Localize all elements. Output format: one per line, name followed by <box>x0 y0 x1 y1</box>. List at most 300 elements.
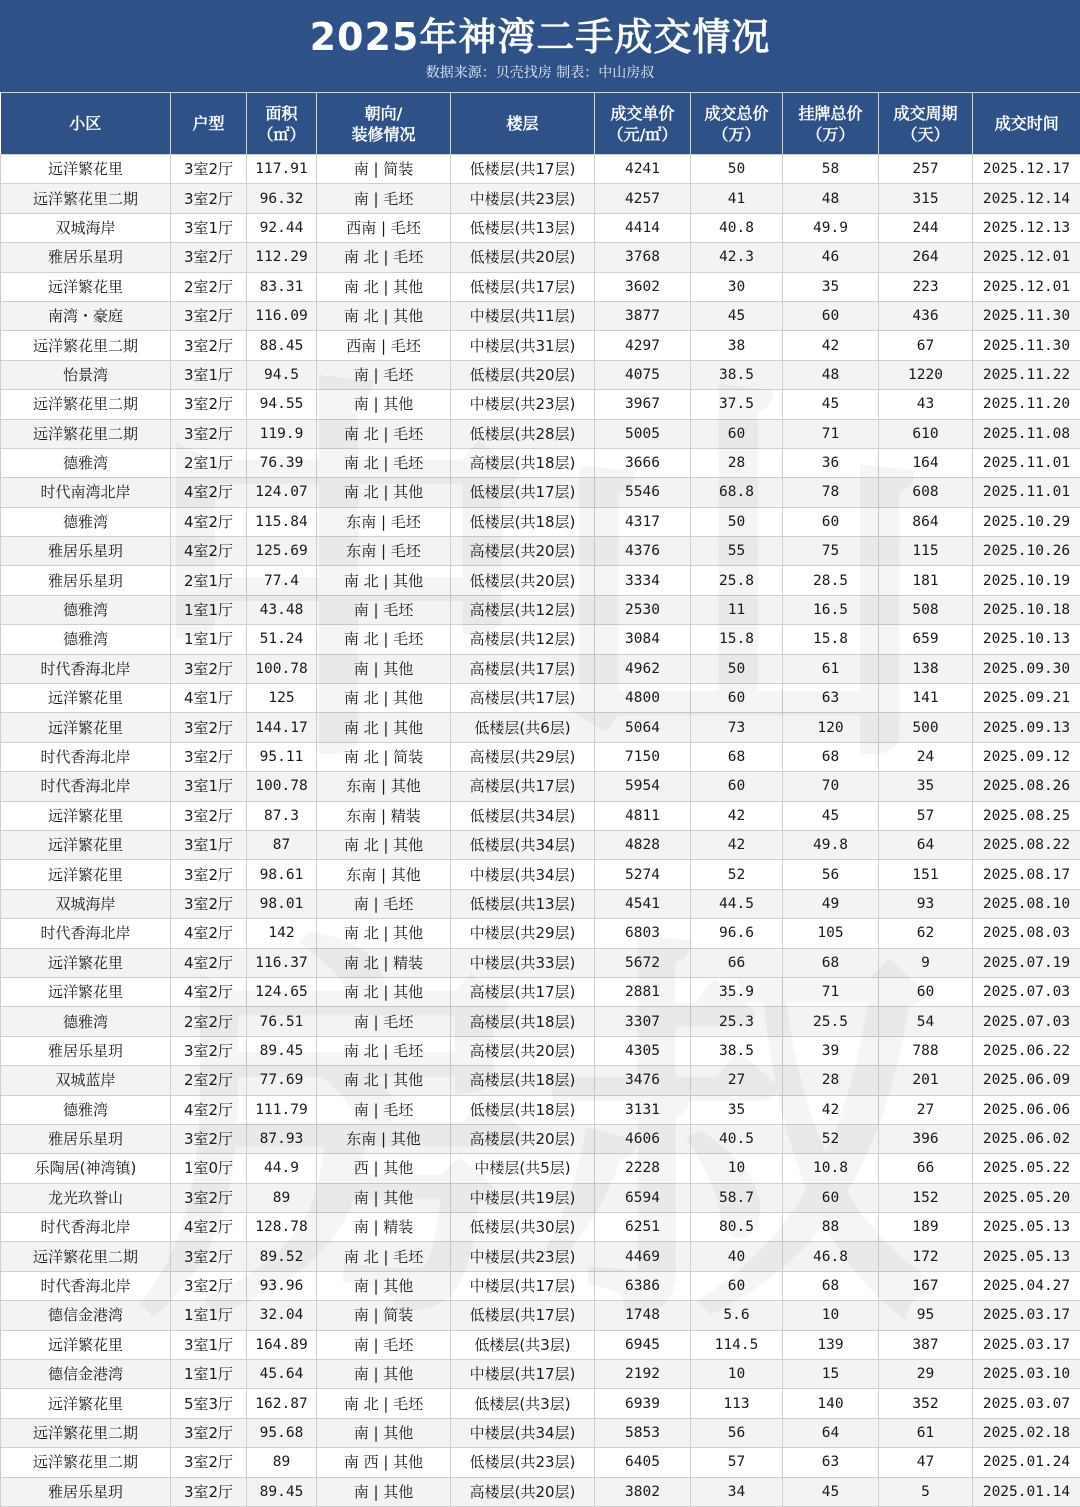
header-banner <box>0 0 1080 92</box>
cell-list-price: 52 <box>783 1124 879 1153</box>
cell-orientation: 西南 | 毛坯 <box>317 213 451 242</box>
cell-floor: 高楼层(共17层) <box>451 772 595 801</box>
table-row <box>1 1301 1080 1330</box>
cell-unit-price: 2192 <box>595 1360 691 1389</box>
cell-community: 怡景湾 <box>1 360 171 389</box>
cell-layout: 3室2厅 <box>171 654 247 683</box>
cell-floor: 高楼层(共20层) <box>451 537 595 566</box>
cell-community: 远洋繁花里二期 <box>1 184 171 213</box>
cell-total-price: 80.5 <box>691 1213 783 1242</box>
cell-list-price: 16.5 <box>783 595 879 624</box>
cell-floor: 高楼层(共18层) <box>451 1007 595 1036</box>
cell-orientation: 南 北 | 其他 <box>317 478 451 507</box>
cell-community: 远洋繁花里 <box>1 830 171 859</box>
cell-area: 98.61 <box>247 860 317 889</box>
cell-floor: 高楼层(共20层) <box>451 1477 595 1506</box>
column-header-unit-price <box>595 93 691 155</box>
cell-list-price: 64 <box>783 1418 879 1447</box>
cell-area: 144.17 <box>247 713 317 742</box>
table-row <box>1 1418 1080 1447</box>
cell-floor: 中楼层(共23层) <box>451 390 595 419</box>
cell-list-price: 46.8 <box>783 1242 879 1271</box>
column-header-label: 成交周期 <box>879 103 972 124</box>
cell-total-price: 73 <box>691 713 783 742</box>
cell-date: 2025.10.13 <box>973 625 1080 654</box>
cell-area: 115.84 <box>247 507 317 536</box>
cell-community: 时代香海北岸 <box>1 742 171 771</box>
cell-list-price: 28 <box>783 1066 879 1095</box>
cell-floor: 低楼层(共18层) <box>451 507 595 536</box>
cell-date: 2025.05.13 <box>973 1213 1080 1242</box>
cell-unit-price: 6803 <box>595 919 691 948</box>
cell-total-price: 40.8 <box>691 213 783 242</box>
cell-orientation: 南 | 毛坯 <box>317 1007 451 1036</box>
cell-orientation: 南 | 其他 <box>317 1271 451 1300</box>
cell-cycle: 152 <box>879 1183 973 1212</box>
table-row <box>1 301 1080 330</box>
cell-orientation: 西 | 其他 <box>317 1154 451 1183</box>
cell-cycle: 115 <box>879 537 973 566</box>
cell-community: 德雅湾 <box>1 448 171 477</box>
cell-layout: 3室2厅 <box>171 184 247 213</box>
cell-orientation: 南 北 | 毛坯 <box>317 1036 451 1065</box>
page-subtitle: 数据来源：贝壳找房 制表：中山房叔 <box>0 64 1080 82</box>
cell-orientation: 南 | 简装 <box>317 1301 451 1330</box>
cell-layout: 2室2厅 <box>171 1007 247 1036</box>
cell-orientation: 南 | 其他 <box>317 654 451 683</box>
table-row <box>1 537 1080 566</box>
cell-floor: 高楼层(共18层) <box>451 448 595 477</box>
cell-area: 93.96 <box>247 1271 317 1300</box>
cell-unit-price: 6405 <box>595 1448 691 1477</box>
cell-floor: 低楼层(共17层) <box>451 155 595 184</box>
cell-floor: 高楼层(共18层) <box>451 1066 595 1095</box>
cell-layout: 4室2厅 <box>171 919 247 948</box>
cell-area: 88.45 <box>247 331 317 360</box>
cell-floor: 低楼层(共17层) <box>451 272 595 301</box>
cell-area: 95.68 <box>247 1418 317 1447</box>
cell-orientation: 南 | 其他 <box>317 1360 451 1389</box>
table-row <box>1 1448 1080 1477</box>
cell-date: 2025.06.02 <box>973 1124 1080 1153</box>
cell-cycle: 141 <box>879 684 973 713</box>
cell-area: 94.55 <box>247 390 317 419</box>
cell-area: 87 <box>247 830 317 859</box>
cell-total-price: 50 <box>691 654 783 683</box>
cell-community: 远洋繁花里 <box>1 272 171 301</box>
cell-total-price: 60 <box>691 419 783 448</box>
cell-list-price: 60 <box>783 507 879 536</box>
cell-cycle: 201 <box>879 1066 973 1095</box>
cell-orientation: 南 北 | 毛坯 <box>317 419 451 448</box>
cell-area: 100.78 <box>247 772 317 801</box>
cell-unit-price: 2228 <box>595 1154 691 1183</box>
cell-unit-price: 2530 <box>595 595 691 624</box>
cell-total-price: 10 <box>691 1154 783 1183</box>
cell-area: 89 <box>247 1448 317 1477</box>
cell-list-price: 49 <box>783 889 879 918</box>
page-title: 2025年神湾二手成交情况 <box>0 14 1080 60</box>
cell-floor: 中楼层(共17层) <box>451 1271 595 1300</box>
cell-layout: 3室1厅 <box>171 830 247 859</box>
table-row <box>1 1477 1080 1506</box>
cell-area: 87.3 <box>247 801 317 830</box>
cell-area: 89.52 <box>247 1242 317 1271</box>
cell-unit-price: 3334 <box>595 566 691 595</box>
cell-cycle: 244 <box>879 213 973 242</box>
cell-cycle: 60 <box>879 977 973 1006</box>
cell-area: 116.37 <box>247 948 317 977</box>
cell-orientation: 南 北 | 毛坯 <box>317 1389 451 1418</box>
cell-total-price: 28 <box>691 448 783 477</box>
table-row <box>1 507 1080 536</box>
column-header-total-price <box>691 93 783 155</box>
cell-unit-price: 4317 <box>595 507 691 536</box>
cell-orientation: 东南 | 精装 <box>317 801 451 830</box>
cell-cycle: 62 <box>879 919 973 948</box>
cell-total-price: 114.5 <box>691 1330 783 1359</box>
cell-list-price: 48 <box>783 184 879 213</box>
cell-layout: 3室2厅 <box>171 301 247 330</box>
cell-list-price: 61 <box>783 654 879 683</box>
cell-area: 125.69 <box>247 537 317 566</box>
cell-total-price: 68 <box>691 742 783 771</box>
cell-unit-price: 4800 <box>595 684 691 713</box>
cell-unit-price: 5853 <box>595 1418 691 1447</box>
cell-total-price: 50 <box>691 155 783 184</box>
cell-date: 2025.03.17 <box>973 1330 1080 1359</box>
cell-layout: 2室1厅 <box>171 448 247 477</box>
cell-community: 远洋繁花里 <box>1 860 171 889</box>
cell-total-price: 96.6 <box>691 919 783 948</box>
cell-cycle: 5 <box>879 1477 973 1506</box>
cell-cycle: 436 <box>879 301 973 330</box>
cell-unit-price: 5005 <box>595 419 691 448</box>
cell-layout: 4室1厅 <box>171 684 247 713</box>
cell-orientation: 南 北 | 其他 <box>317 684 451 713</box>
cell-list-price: 45 <box>783 801 879 830</box>
cell-cycle: 67 <box>879 331 973 360</box>
cell-floor: 低楼层(共34层) <box>451 801 595 830</box>
cell-orientation: 南 北 | 毛坯 <box>317 625 451 654</box>
cell-layout: 3室2厅 <box>171 889 247 918</box>
cell-floor: 高楼层(共20层) <box>451 1036 595 1065</box>
cell-date: 2025.05.13 <box>973 1242 1080 1271</box>
cell-orientation: 南 | 简装 <box>317 155 451 184</box>
cell-orientation: 南 北 | 其他 <box>317 1066 451 1095</box>
cell-layout: 1室1厅 <box>171 1301 247 1330</box>
cell-area: 83.31 <box>247 272 317 301</box>
cell-layout: 3室2厅 <box>171 1448 247 1477</box>
cell-floor: 低楼层(共6层) <box>451 713 595 742</box>
cell-floor: 中楼层(共5层) <box>451 1154 595 1183</box>
cell-orientation: 南 北 | 其他 <box>317 919 451 948</box>
cell-layout: 3室1厅 <box>171 1330 247 1359</box>
cell-unit-price: 5064 <box>595 713 691 742</box>
cell-layout: 3室2厅 <box>171 1124 247 1153</box>
cell-total-price: 50 <box>691 507 783 536</box>
cell-community: 远洋繁花里二期 <box>1 1418 171 1447</box>
cell-layout: 3室2厅 <box>171 1271 247 1300</box>
cell-total-price: 113 <box>691 1389 783 1418</box>
transactions-table <box>0 92 1080 1507</box>
cell-floor: 高楼层(共20层) <box>451 1124 595 1153</box>
cell-unit-price: 4376 <box>595 537 691 566</box>
cell-unit-price: 3666 <box>595 448 691 477</box>
cell-cycle: 608 <box>879 478 973 507</box>
cell-orientation: 东南 | 其他 <box>317 772 451 801</box>
cell-orientation: 南 北 | 其他 <box>317 713 451 742</box>
cell-orientation: 东南 | 其他 <box>317 860 451 889</box>
cell-unit-price: 4305 <box>595 1036 691 1065</box>
cell-total-price: 35.9 <box>691 977 783 1006</box>
cell-cycle: 508 <box>879 595 973 624</box>
table-header <box>1 93 1080 155</box>
cell-layout: 1室0厅 <box>171 1154 247 1183</box>
cell-floor: 低楼层(共3层) <box>451 1330 595 1359</box>
cell-date: 2025.11.01 <box>973 478 1080 507</box>
cell-floor: 低楼层(共28层) <box>451 419 595 448</box>
cell-total-price: 40 <box>691 1242 783 1271</box>
cell-area: 124.07 <box>247 478 317 507</box>
cell-list-price: 56 <box>783 860 879 889</box>
cell-cycle: 167 <box>879 1271 973 1300</box>
cell-floor: 低楼层(共13层) <box>451 889 595 918</box>
column-header-unit: （㎡） <box>247 124 316 145</box>
cell-cycle: 659 <box>879 625 973 654</box>
cell-unit-price: 4469 <box>595 1242 691 1271</box>
table-row <box>1 595 1080 624</box>
cell-area: 94.5 <box>247 360 317 389</box>
cell-cycle: 54 <box>879 1007 973 1036</box>
cell-layout: 4室2厅 <box>171 478 247 507</box>
cell-unit-price: 4606 <box>595 1124 691 1153</box>
table-row <box>1 830 1080 859</box>
cell-area: 112.29 <box>247 243 317 272</box>
cell-date: 2025.02.18 <box>973 1418 1080 1447</box>
column-header-label: 成交时间 <box>973 113 1080 134</box>
cell-community: 雅居乐星玥 <box>1 1124 171 1153</box>
cell-list-price: 49.9 <box>783 213 879 242</box>
cell-community: 远洋繁花里 <box>1 1389 171 1418</box>
cell-date: 2025.09.13 <box>973 713 1080 742</box>
table-row <box>1 1007 1080 1036</box>
cell-layout: 3室2厅 <box>171 1242 247 1271</box>
cell-community: 雅居乐星玥 <box>1 243 171 272</box>
cell-date: 2025.06.09 <box>973 1066 1080 1095</box>
cell-cycle: 387 <box>879 1330 973 1359</box>
table-row <box>1 448 1080 477</box>
cell-cycle: 24 <box>879 742 973 771</box>
cell-cycle: 264 <box>879 243 973 272</box>
table-row <box>1 1242 1080 1271</box>
cell-layout: 3室2厅 <box>171 1036 247 1065</box>
table-row <box>1 1036 1080 1065</box>
cell-unit-price: 6594 <box>595 1183 691 1212</box>
cell-orientation: 南 北 | 毛坯 <box>317 448 451 477</box>
cell-list-price: 10 <box>783 1301 879 1330</box>
cell-date: 2025.11.22 <box>973 360 1080 389</box>
cell-date: 2025.07.03 <box>973 1007 1080 1036</box>
cell-list-price: 68 <box>783 1271 879 1300</box>
cell-floor: 低楼层(共30层) <box>451 1213 595 1242</box>
cell-list-price: 42 <box>783 1095 879 1124</box>
table-row <box>1 625 1080 654</box>
cell-total-price: 45 <box>691 301 783 330</box>
cell-total-price: 10 <box>691 1360 783 1389</box>
cell-floor: 低楼层(共13层) <box>451 213 595 242</box>
cell-orientation: 南 | 毛坯 <box>317 1330 451 1359</box>
cell-total-price: 68.8 <box>691 478 783 507</box>
cell-total-price: 37.5 <box>691 390 783 419</box>
cell-layout: 5室3厅 <box>171 1389 247 1418</box>
cell-floor: 中楼层(共17层) <box>451 1360 595 1389</box>
cell-area: 116.09 <box>247 301 317 330</box>
cell-community: 双城海岸 <box>1 213 171 242</box>
table-row <box>1 654 1080 683</box>
cell-cycle: 95 <box>879 1301 973 1330</box>
column-header-label: 朝向/ <box>317 103 450 124</box>
cell-cycle: 189 <box>879 1213 973 1242</box>
cell-floor: 低楼层(共18层) <box>451 1095 595 1124</box>
cell-list-price: 46 <box>783 243 879 272</box>
cell-floor: 低楼层(共3层) <box>451 1389 595 1418</box>
cell-date: 2025.10.29 <box>973 507 1080 536</box>
cell-area: 164.89 <box>247 1330 317 1359</box>
table-row <box>1 331 1080 360</box>
cell-layout: 3室2厅 <box>171 243 247 272</box>
cell-layout: 1室1厅 <box>171 1360 247 1389</box>
cell-cycle: 500 <box>879 713 973 742</box>
table-row <box>1 390 1080 419</box>
cell-date: 2025.05.20 <box>973 1183 1080 1212</box>
cell-list-price: 120 <box>783 713 879 742</box>
cell-area: 77.69 <box>247 1066 317 1095</box>
column-header-unit: （天） <box>879 124 972 145</box>
cell-unit-price: 3877 <box>595 301 691 330</box>
cell-unit-price: 4962 <box>595 654 691 683</box>
cell-list-price: 105 <box>783 919 879 948</box>
cell-unit-price: 4414 <box>595 213 691 242</box>
cell-area: 128.78 <box>247 1213 317 1242</box>
column-header-unit: （万） <box>783 124 878 145</box>
cell-floor: 低楼层(共17层) <box>451 1301 595 1330</box>
column-header-community <box>1 93 171 155</box>
cell-list-price: 63 <box>783 684 879 713</box>
cell-community: 远洋繁花里二期 <box>1 419 171 448</box>
cell-layout: 3室2厅 <box>171 801 247 830</box>
cell-floor: 高楼层(共12层) <box>451 625 595 654</box>
table-row <box>1 742 1080 771</box>
cell-floor: 低楼层(共20层) <box>451 243 595 272</box>
cell-community: 远洋繁花里 <box>1 948 171 977</box>
cell-community: 时代香海北岸 <box>1 654 171 683</box>
cell-list-price: 75 <box>783 537 879 566</box>
column-header-list-price <box>783 93 879 155</box>
column-header-area <box>247 93 317 155</box>
cell-list-price: 58 <box>783 155 879 184</box>
cell-layout: 3室2厅 <box>171 331 247 360</box>
cell-date: 2025.07.03 <box>973 977 1080 1006</box>
cell-community: 雅居乐星玥 <box>1 566 171 595</box>
cell-list-price: 78 <box>783 478 879 507</box>
cell-cycle: 352 <box>879 1389 973 1418</box>
cell-community: 远洋繁花里 <box>1 977 171 1006</box>
cell-layout: 1室1厅 <box>171 625 247 654</box>
cell-area: 32.04 <box>247 1301 317 1330</box>
cell-layout: 4室2厅 <box>171 1213 247 1242</box>
column-header-label: 户型 <box>171 113 246 134</box>
cell-orientation: 南 | 毛坯 <box>317 1095 451 1124</box>
cell-area: 111.79 <box>247 1095 317 1124</box>
cell-cycle: 64 <box>879 830 973 859</box>
cell-floor: 高楼层(共17层) <box>451 684 595 713</box>
cell-date: 2025.08.25 <box>973 801 1080 830</box>
cell-unit-price: 6251 <box>595 1213 691 1242</box>
cell-list-price: 15 <box>783 1360 879 1389</box>
cell-community: 双城蓝岸 <box>1 1066 171 1095</box>
cell-list-price: 68 <box>783 948 879 977</box>
cell-community: 远洋繁花里 <box>1 1330 171 1359</box>
cell-community: 德雅湾 <box>1 1007 171 1036</box>
cell-list-price: 63 <box>783 1448 879 1477</box>
cell-area: 89.45 <box>247 1477 317 1506</box>
cell-date: 2025.09.21 <box>973 684 1080 713</box>
cell-layout: 3室2厅 <box>171 1418 247 1447</box>
cell-total-price: 25.3 <box>691 1007 783 1036</box>
cell-date: 2025.03.07 <box>973 1389 1080 1418</box>
cell-unit-price: 5954 <box>595 772 691 801</box>
table-row <box>1 566 1080 595</box>
cell-list-price: 49.8 <box>783 830 879 859</box>
cell-cycle: 788 <box>879 1036 973 1065</box>
table-row <box>1 272 1080 301</box>
cell-total-price: 40.5 <box>691 1124 783 1153</box>
cell-layout: 1室1厅 <box>171 595 247 624</box>
cell-date: 2025.10.18 <box>973 595 1080 624</box>
cell-unit-price: 4075 <box>595 360 691 389</box>
cell-total-price: 60 <box>691 1271 783 1300</box>
cell-list-price: 15.8 <box>783 625 879 654</box>
table-row <box>1 213 1080 242</box>
cell-area: 76.51 <box>247 1007 317 1036</box>
cell-area: 117.91 <box>247 155 317 184</box>
table-row <box>1 919 1080 948</box>
cell-cycle: 43 <box>879 390 973 419</box>
cell-area: 89 <box>247 1183 317 1212</box>
table-row <box>1 1360 1080 1389</box>
cell-list-price: 139 <box>783 1330 879 1359</box>
cell-date: 2025.11.01 <box>973 448 1080 477</box>
cell-community: 时代南湾北岸 <box>1 478 171 507</box>
cell-unit-price: 3307 <box>595 1007 691 1036</box>
header-row <box>1 93 1080 155</box>
cell-list-price: 35 <box>783 272 879 301</box>
cell-area: 96.32 <box>247 184 317 213</box>
cell-cycle: 29 <box>879 1360 973 1389</box>
cell-total-price: 44.5 <box>691 889 783 918</box>
cell-floor: 中楼层(共29层) <box>451 919 595 948</box>
cell-date: 2025.03.10 <box>973 1360 1080 1389</box>
cell-total-price: 38 <box>691 331 783 360</box>
cell-cycle: 315 <box>879 184 973 213</box>
cell-list-price: 45 <box>783 1477 879 1506</box>
cell-community: 德信金港湾 <box>1 1360 171 1389</box>
column-header-date <box>973 93 1080 155</box>
table-row <box>1 1389 1080 1418</box>
cell-unit-price: 6945 <box>595 1330 691 1359</box>
column-header-label: 小区 <box>1 113 171 134</box>
